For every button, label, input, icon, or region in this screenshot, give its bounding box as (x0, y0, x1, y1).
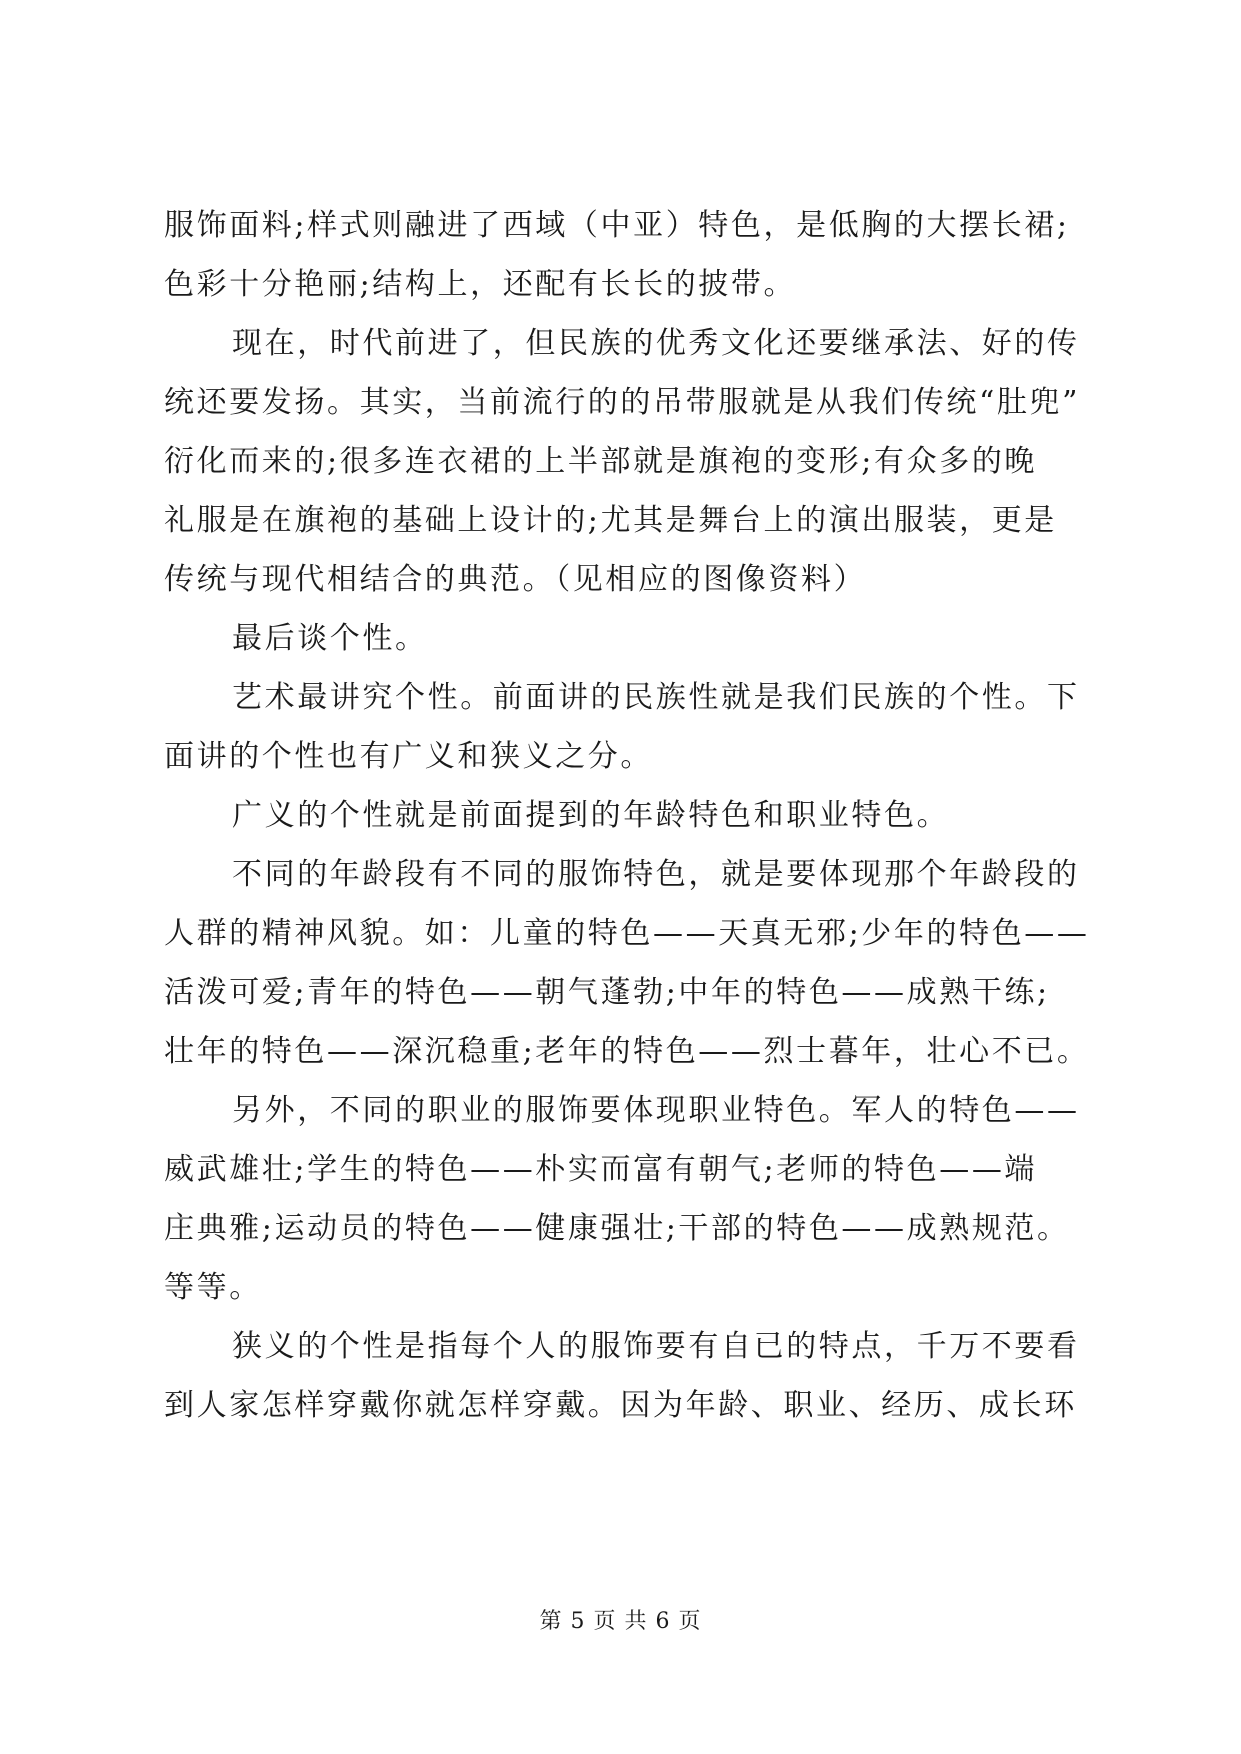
text-line: 到人家怎样穿戴你就怎样穿戴。因为年龄、职业、经历、成长环 (164, 1388, 1077, 1423)
text-line: 统还要发扬。其实，当前流行的的吊带服就是从我们传统“肚兜” (164, 385, 1081, 420)
text-line: 不同的年龄段有不同的服饰特色，就是要体现那个年龄段的 (232, 857, 1080, 892)
text-line: 威武雄壮;学生的特色——朴实而富有朝气;老师的特色——端 (164, 1152, 1038, 1187)
body-text (164, 196, 1090, 1435)
text-line: 传统与现代相结合的典范。（见相应的图像资料） (164, 562, 867, 597)
text-line: 活泼可爱;青年的特色——朝气蓬勃;中年的特色——成熟干练; (164, 975, 1050, 1010)
text-line: 另外，不同的职业的服饰要体现职业特色。军人的特色—— (232, 1093, 1080, 1128)
text-line: 最后谈个性。 (232, 621, 428, 656)
text-line: 现在，时代前进了，但民族的优秀文化还要继承法、好的传 (232, 326, 1080, 361)
text-line: 衍化而来的;很多连衣裙的上半部就是旗袍的变形;有众多的晚 (164, 444, 1038, 479)
page-number-footer: 第 5 页 共 6 页 (539, 1609, 702, 1634)
text-line: 广义的个性就是前面提到的年龄特色和职业特色。 (232, 798, 950, 833)
text-line: 等等。 (164, 1270, 262, 1305)
text-line: 庄典雅;运动员的特色——健康强壮;干部的特色——成熟规范。 (164, 1211, 1070, 1246)
text-line: 狭义的个性是指每个人的服饰要有自已的特点，千万不要看 (232, 1329, 1080, 1364)
text-line: 艺术最讲究个性。前面讲的民族性就是我们民族的个性。下 (232, 680, 1080, 715)
text-line: 礼服是在旗袍的基础上设计的;尤其是舞台上的演出服装，更是 (164, 503, 1057, 538)
text-line: 面讲的个性也有广义和狭义之分。 (164, 739, 653, 774)
text-line: 色彩十分艳丽;结构上，还配有长长的披带。 (164, 267, 797, 302)
text-line: 服饰面料;样式则融进了西域（中亚）特色，是低胸的大摆长裙; (164, 208, 1070, 243)
text-line: 人群的精神风貌。如：儿童的特色——天真无邪;少年的特色—— (164, 916, 1090, 951)
text-line: 壮年的特色——深沉稳重;老年的特色——烈士暮年，壮心不已。 (164, 1034, 1090, 1069)
